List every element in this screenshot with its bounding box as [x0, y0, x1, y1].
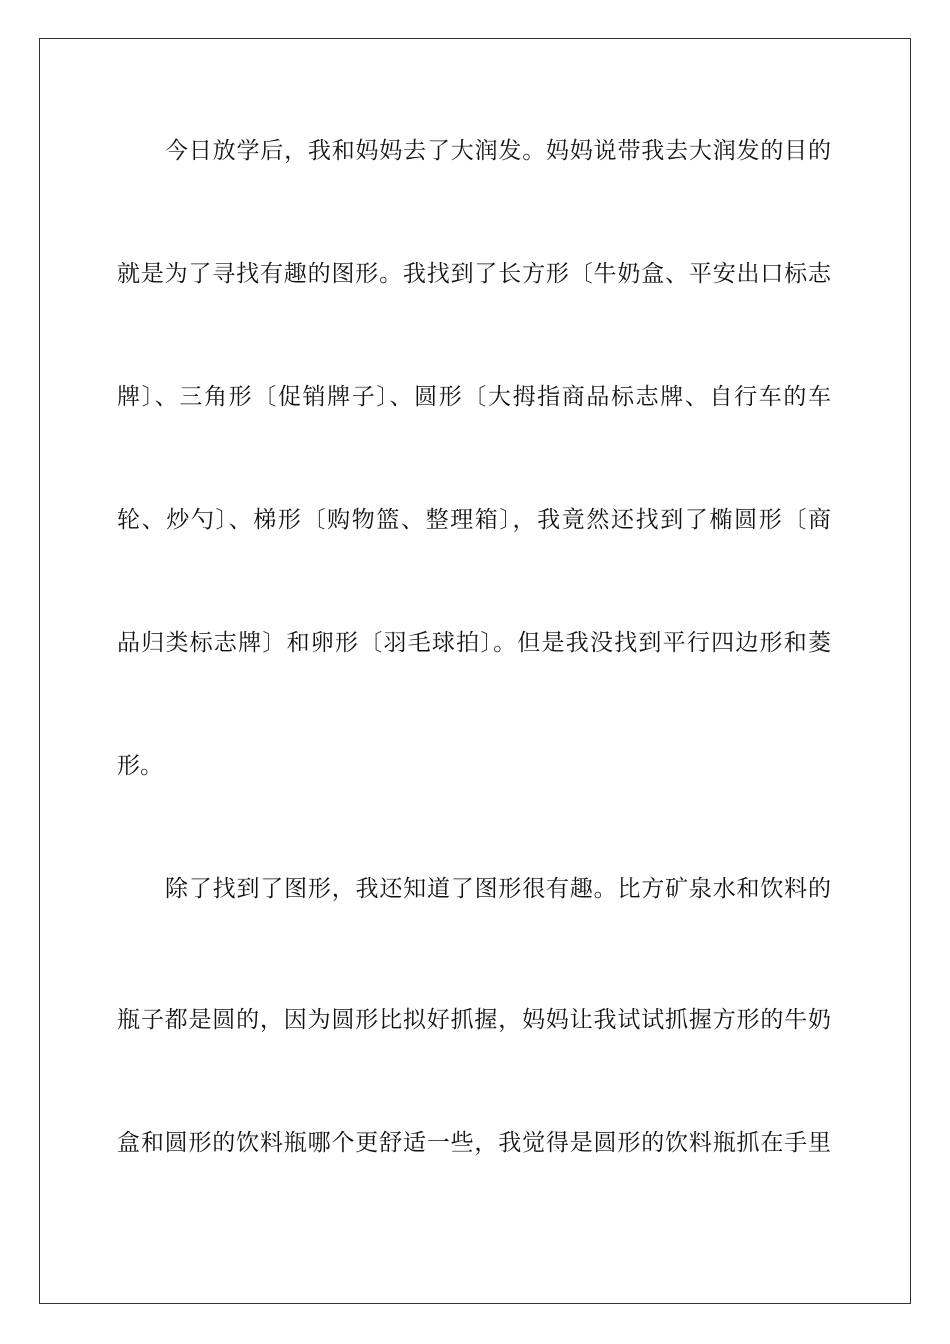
- text-line: 品归类标志牌〕和卵形〔羽毛球拍〕。但是我没找到平行四边形和菱: [117, 630, 831, 656]
- text-line: 盒和圆形的饮料瓶哪个更舒适一些，我觉得是圆形的饮料瓶抓在手里: [117, 1130, 831, 1156]
- text-line: 轮、炒勺〕、梯形〔购物篮、整理箱〕，我竟然还找到了椭圆形〔商: [117, 507, 831, 533]
- text-line: 今日放学后，我和妈妈去了大润发。妈妈说带我去大润发的目的: [165, 138, 831, 164]
- text-line: 就是为了寻找有趣的图形。我找到了长方形〔牛奶盒、平安出口标志: [117, 261, 831, 287]
- text-line: 形。: [117, 753, 163, 779]
- text-line: 瓶子都是圆的，因为圆形比拟好抓握，妈妈让我试试抓握方形的牛奶: [117, 1007, 831, 1033]
- page-border: [39, 38, 911, 1304]
- text-line: 除了找到了图形，我还知道了图形很有趣。比方矿泉水和饮料的: [165, 876, 831, 902]
- text-line: 牌〕、三角形〔促销牌子〕、圆形〔大拇指商品标志牌、自行车的车: [117, 384, 831, 410]
